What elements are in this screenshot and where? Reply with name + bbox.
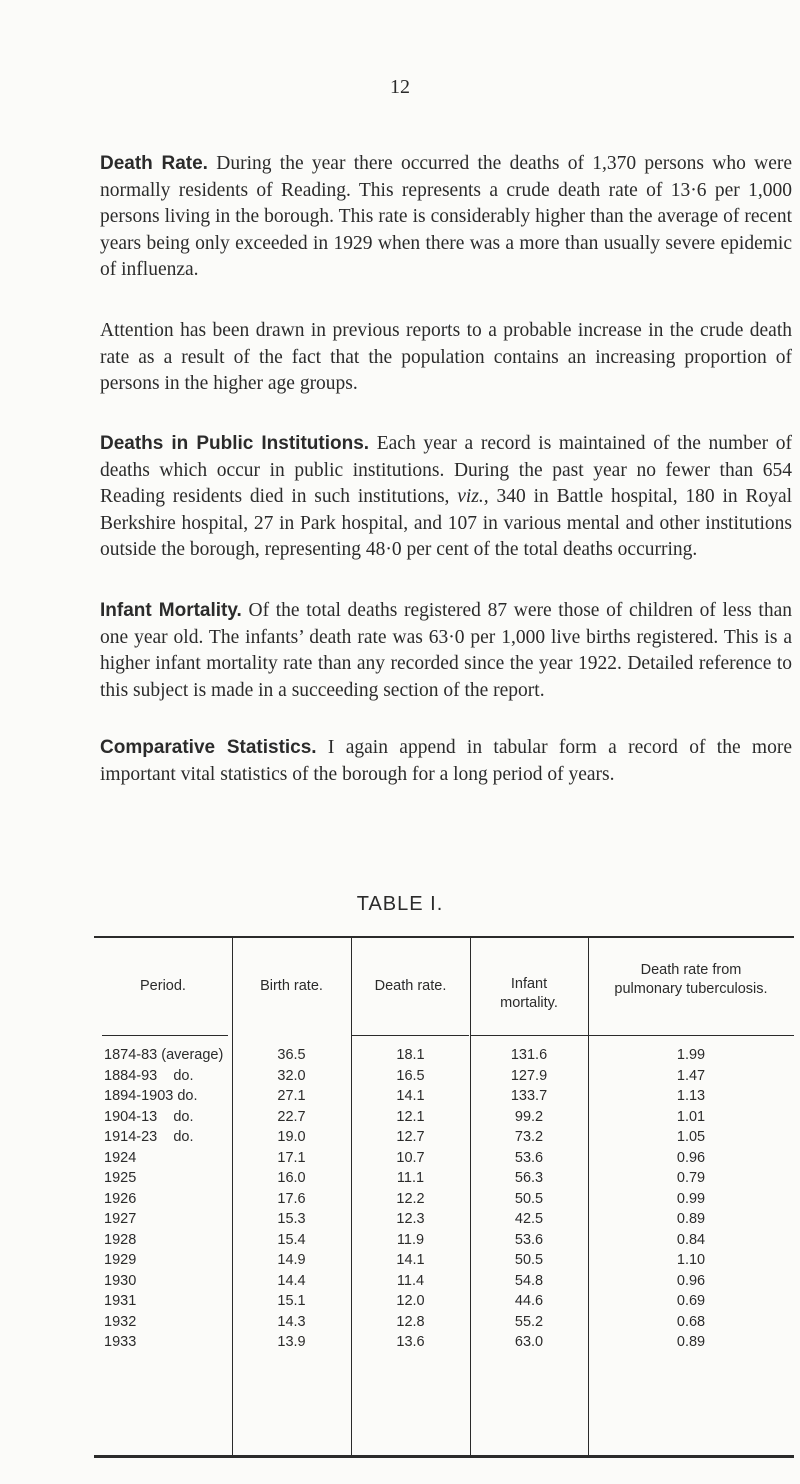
cell-period: 1894-1903 do. — [104, 1088, 198, 1104]
cell-infant-mortality: 133.7 — [510, 1088, 548, 1104]
header-birth-rate: Birth rate. — [260, 977, 323, 994]
header-period: Period. — [140, 977, 186, 994]
table-bottom-rule — [94, 1455, 794, 1458]
cell-birth-rate: 13.9 — [277, 1334, 306, 1350]
cell-period: 1929 — [104, 1252, 137, 1268]
cell-birth-rate: 15.4 — [277, 1231, 306, 1248]
cell-tb-death-rate: 1.99 — [676, 1047, 706, 1063]
cell-tb-death-rate: 1.01 — [676, 1108, 706, 1125]
text-public-institutions-1: Each year a record is maintained of the number of deaths which occur in public institutions. During the past year no fewer than 654 Reading residents died in such institutions, — [100, 433, 793, 507]
cell-period: 1874-83 (average) — [104, 1047, 224, 1063]
cell-tb-death-rate: 0.84 — [676, 1231, 706, 1248]
cell-death-rate: 11.1 — [396, 1170, 425, 1186]
cell-infant-mortality: 44.6 — [514, 1293, 544, 1309]
table-row — [94, 1211, 794, 1232]
cell-birth-rate: 27.1 — [277, 1088, 306, 1104]
table-row — [94, 1170, 794, 1191]
cell-infant-mortality: 99.2 — [514, 1108, 544, 1125]
table-row — [94, 1191, 794, 1212]
heading-comparative: Comparative Statistics. — [100, 737, 317, 758]
cell-tb-death-rate: 0.79 — [676, 1170, 706, 1186]
table-row — [94, 1293, 794, 1314]
cell-infant-mortality: 131.6 — [510, 1047, 548, 1063]
cell-death-rate: 13.6 — [396, 1334, 425, 1350]
cell-tb-death-rate: 0.69 — [676, 1293, 706, 1309]
table-row — [94, 1252, 794, 1273]
table-row — [94, 1109, 794, 1130]
header-death-rate: Death rate. — [374, 977, 447, 994]
cell-period: 1904-13 do. — [104, 1108, 194, 1125]
cell-death-rate: 12.1 — [396, 1108, 425, 1125]
cell-infant-mortality: 63.0 — [514, 1334, 544, 1350]
cell-infant-mortality: 127.9 — [510, 1067, 548, 1084]
cell-death-rate: 12.2 — [396, 1190, 425, 1207]
vital-statistics-table — [94, 936, 794, 1458]
cell-infant-mortality: 73.2 — [514, 1129, 544, 1145]
cell-tb-death-rate: 0.89 — [676, 1211, 706, 1227]
cell-death-rate: 11.4 — [396, 1272, 425, 1289]
cell-infant-mortality: 53.6 — [514, 1149, 544, 1166]
cell-tb-death-rate: 0.96 — [676, 1149, 706, 1166]
cell-birth-rate: 17.1 — [277, 1149, 306, 1166]
text-comparative: I again append in tabular form a record of the more important vital statistics of the borough for a long period of years. — [100, 737, 792, 785]
header-underline — [588, 1035, 794, 1036]
table-row — [94, 1273, 794, 1294]
cell-tb-death-rate: 1.05 — [676, 1129, 706, 1145]
cell-period: 1930 — [104, 1272, 137, 1289]
cell-death-rate: 10.7 — [396, 1149, 425, 1166]
cell-death-rate: 18.1 — [396, 1047, 425, 1063]
cell-infant-mortality: 55.2 — [514, 1313, 544, 1330]
text-public-institutions-2: 340 in Battle hospital, 180 in Royal Berkshire hospital, 27 in Park hospital, and 107 in various mental and other institutions outside the borough, representing 48·0 per cent of the total deaths occurring. — [100, 486, 793, 560]
cell-birth-rate: 22.7 — [277, 1108, 306, 1125]
cell-period: 1932 — [104, 1313, 137, 1330]
paragraph-death-rate — [100, 151, 792, 284]
table-row — [94, 1129, 794, 1150]
cell-period: 1933 — [104, 1334, 137, 1350]
cell-death-rate: 14.1 — [396, 1088, 425, 1104]
table-row — [94, 1068, 794, 1089]
header-underline — [351, 1035, 469, 1036]
header-underline — [102, 1035, 228, 1036]
cell-tb-death-rate: 1.13 — [676, 1088, 706, 1104]
table-row — [94, 1150, 794, 1171]
cell-period: 1931 — [104, 1293, 137, 1309]
cell-period: 1914-23 do. — [104, 1129, 194, 1145]
table-top-rule — [94, 936, 794, 938]
heading-infant-mortality: Infant Mortality. — [100, 600, 242, 621]
table-row — [94, 1047, 794, 1068]
table-row — [94, 1088, 794, 1109]
heading-public-institutions: Deaths in Public Institutions. — [100, 433, 370, 454]
header-underline — [470, 1035, 588, 1036]
cell-tb-death-rate: 1.10 — [676, 1252, 706, 1268]
text-infant-mortality: Of the total deaths registered 87 were those of children of less than one year old. The infants’ death rate was 63·0 per 1,000 live births registered. This is a higher infant mortality rate than any recorded since the year 1922. Detailed reference to this subject is made in a succeeding section of the report. — [100, 600, 792, 701]
cell-birth-rate: 14.3 — [277, 1313, 306, 1330]
cell-death-rate: 12.3 — [396, 1211, 425, 1227]
cell-period: 1925 — [104, 1170, 137, 1186]
header-tb-death-rate: Death rate from pulmonary tuberculosis. — [614, 962, 768, 997]
cell-birth-rate: 16.0 — [277, 1170, 306, 1186]
cell-death-rate: 12.7 — [396, 1129, 425, 1145]
cell-birth-rate: 36.5 — [277, 1047, 306, 1063]
cell-death-rate: 16.5 — [396, 1067, 425, 1084]
cell-birth-rate: 15.1 — [277, 1293, 306, 1309]
page-number: 12 — [390, 76, 410, 98]
header-infant-mortality: Infant mortality. — [500, 976, 558, 1011]
table-row — [94, 1232, 794, 1253]
cell-infant-mortality: 50.5 — [514, 1252, 544, 1268]
cell-infant-mortality: 50.5 — [514, 1190, 544, 1207]
paragraph-infant-mortality — [100, 598, 792, 704]
cell-birth-rate: 19.0 — [277, 1129, 306, 1145]
cell-death-rate: 14.1 — [396, 1252, 425, 1268]
cell-birth-rate: 15.3 — [277, 1211, 306, 1227]
cell-infant-mortality: 54.8 — [514, 1272, 544, 1289]
cell-period: 1928 — [104, 1231, 137, 1248]
cell-infant-mortality: 56.3 — [514, 1170, 544, 1186]
cell-period: 1884-93 do. — [104, 1067, 194, 1084]
text-viz: viz., — [457, 486, 489, 507]
cell-tb-death-rate: 1.47 — [676, 1067, 706, 1084]
cell-tb-death-rate: 0.99 — [676, 1190, 706, 1207]
paragraph-public-institutions — [100, 431, 792, 564]
cell-birth-rate: 32.0 — [277, 1067, 306, 1084]
paragraph-comparative — [100, 735, 792, 788]
table-row — [94, 1334, 794, 1355]
cell-infant-mortality: 53.6 — [514, 1231, 544, 1248]
text-death-rate: During the year there occurred the deaths of 1,370 persons who were normally residents of Reading. This represents a crude death rate of 13·6 per 1,000 persons living in the borough. This rate is considerably higher than the average of recent years being only exceeded in 1929 when there was a more than usually severe epidemic of influenza. — [100, 153, 793, 280]
cell-period: 1927 — [104, 1211, 137, 1227]
table-row — [94, 1314, 794, 1335]
cell-birth-rate: 17.6 — [277, 1190, 306, 1207]
cell-birth-rate: 14.9 — [277, 1252, 306, 1268]
cell-infant-mortality: 42.5 — [514, 1211, 544, 1227]
cell-tb-death-rate: 0.68 — [676, 1313, 706, 1330]
cell-birth-rate: 14.4 — [277, 1272, 306, 1289]
paragraph-attention — [100, 318, 792, 398]
table-title: TABLE I. — [356, 893, 444, 915]
heading-death-rate: Death Rate. — [100, 153, 208, 174]
cell-period: 1926 — [104, 1190, 137, 1207]
cell-tb-death-rate: 0.96 — [676, 1272, 706, 1289]
cell-tb-death-rate: 0.89 — [676, 1334, 706, 1350]
cell-death-rate: 12.8 — [396, 1313, 425, 1330]
text-attention: Attention has been drawn in previous reports to a probable increase in the crude death rate as a result of the fact that the population contains an increasing proportion of persons in the higher age groups. — [100, 320, 792, 394]
cell-period: 1924 — [104, 1149, 137, 1166]
cell-death-rate: 11.9 — [396, 1231, 425, 1248]
cell-death-rate: 12.0 — [396, 1293, 425, 1309]
